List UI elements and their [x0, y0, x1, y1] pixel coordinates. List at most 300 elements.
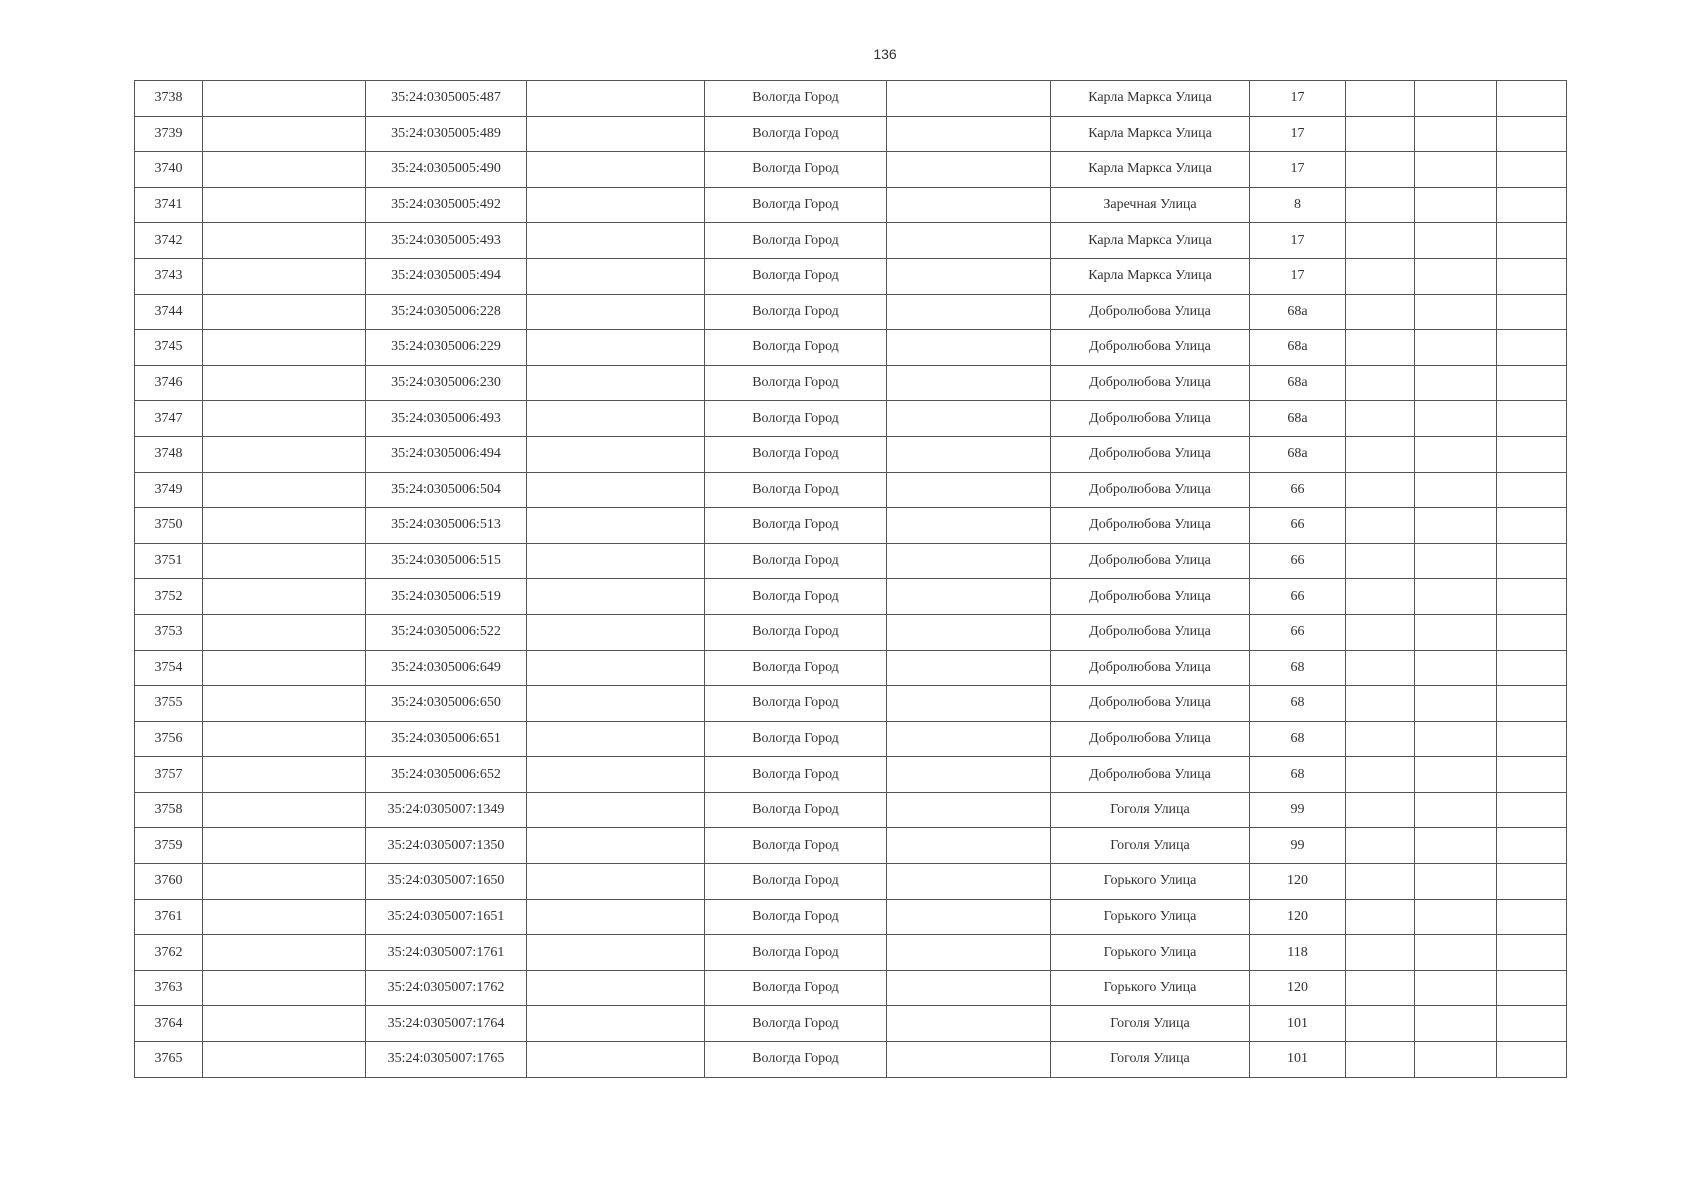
blank-cell-4 — [1346, 81, 1415, 117]
house-number-cell: 66 — [1250, 614, 1346, 650]
settlement-cell: Вологда Город — [705, 757, 887, 793]
settlement-cell: Вологда Город — [705, 223, 887, 259]
settlement-cell: Вологда Город — [705, 1006, 887, 1042]
blank-cell-5 — [1415, 365, 1497, 401]
blank-cell-4 — [1346, 152, 1415, 188]
house-number-cell: 99 — [1250, 792, 1346, 828]
blank-cell-1 — [203, 614, 366, 650]
row-number-cell: 3740 — [135, 152, 203, 188]
blank-cell-5 — [1415, 864, 1497, 900]
blank-cell-4 — [1346, 721, 1415, 757]
blank-cell-3 — [887, 970, 1051, 1006]
blank-cell-5 — [1415, 614, 1497, 650]
settlement-cell: Вологда Город — [705, 899, 887, 935]
blank-cell-5 — [1415, 543, 1497, 579]
table-row — [135, 721, 1567, 757]
blank-cell-1 — [203, 721, 366, 757]
table-row — [135, 935, 1567, 971]
blank-cell-5 — [1415, 1006, 1497, 1042]
blank-cell-6 — [1497, 187, 1567, 223]
blank-cell-3 — [887, 935, 1051, 971]
table-row — [135, 436, 1567, 472]
blank-cell-6 — [1497, 864, 1567, 900]
street-cell: Добролюбова Улица — [1051, 614, 1250, 650]
house-number-cell: 8 — [1250, 187, 1346, 223]
blank-cell-5 — [1415, 579, 1497, 615]
row-number-cell: 3743 — [135, 258, 203, 294]
street-cell: Гоголя Улица — [1051, 792, 1250, 828]
cadastral-number-cell: 35:24:0305006:649 — [366, 650, 527, 686]
row-number-cell: 3764 — [135, 1006, 203, 1042]
cadastral-number-cell: 35:24:0305006:494 — [366, 436, 527, 472]
street-cell: Добролюбова Улица — [1051, 401, 1250, 437]
blank-cell-5 — [1415, 81, 1497, 117]
blank-cell-2 — [527, 436, 705, 472]
blank-cell-6 — [1497, 970, 1567, 1006]
blank-cell-3 — [887, 650, 1051, 686]
blank-cell-1 — [203, 81, 366, 117]
table-row — [135, 365, 1567, 401]
blank-cell-6 — [1497, 472, 1567, 508]
house-number-cell: 68а — [1250, 436, 1346, 472]
blank-cell-2 — [527, 294, 705, 330]
cadastral-number-cell: 35:24:0305007:1651 — [366, 899, 527, 935]
blank-cell-3 — [887, 330, 1051, 366]
blank-cell-2 — [527, 223, 705, 259]
cadastral-number-cell: 35:24:0305006:522 — [366, 614, 527, 650]
street-cell: Добролюбова Улица — [1051, 757, 1250, 793]
house-number-cell: 68 — [1250, 686, 1346, 722]
blank-cell-2 — [527, 116, 705, 152]
blank-cell-1 — [203, 401, 366, 437]
cadastral-number-cell: 35:24:0305006:493 — [366, 401, 527, 437]
blank-cell-1 — [203, 579, 366, 615]
blank-cell-3 — [887, 401, 1051, 437]
blank-cell-2 — [527, 401, 705, 437]
blank-cell-3 — [887, 223, 1051, 259]
blank-cell-3 — [887, 472, 1051, 508]
blank-cell-3 — [887, 81, 1051, 117]
blank-cell-3 — [887, 757, 1051, 793]
blank-cell-6 — [1497, 81, 1567, 117]
row-number-cell: 3751 — [135, 543, 203, 579]
cadastral-number-cell: 35:24:0305007:1650 — [366, 864, 527, 900]
blank-cell-4 — [1346, 187, 1415, 223]
blank-cell-1 — [203, 757, 366, 793]
blank-cell-4 — [1346, 579, 1415, 615]
blank-cell-5 — [1415, 1042, 1497, 1078]
table-row — [135, 614, 1567, 650]
cadastral-number-cell: 35:24:0305005:492 — [366, 187, 527, 223]
row-number-cell: 3745 — [135, 330, 203, 366]
blank-cell-1 — [203, 864, 366, 900]
house-number-cell: 120 — [1250, 899, 1346, 935]
blank-cell-5 — [1415, 757, 1497, 793]
house-number-cell: 68а — [1250, 401, 1346, 437]
blank-cell-2 — [527, 721, 705, 757]
row-number-cell: 3762 — [135, 935, 203, 971]
blank-cell-4 — [1346, 650, 1415, 686]
blank-cell-2 — [527, 792, 705, 828]
cadastral-number-cell: 35:24:0305006:504 — [366, 472, 527, 508]
blank-cell-6 — [1497, 686, 1567, 722]
blank-cell-1 — [203, 116, 366, 152]
street-cell: Добролюбова Улица — [1051, 686, 1250, 722]
settlement-cell: Вологда Город — [705, 116, 887, 152]
house-number-cell: 68а — [1250, 330, 1346, 366]
settlement-cell: Вологда Город — [705, 436, 887, 472]
row-number-cell: 3749 — [135, 472, 203, 508]
settlement-cell: Вологда Город — [705, 650, 887, 686]
blank-cell-1 — [203, 1042, 366, 1078]
blank-cell-3 — [887, 686, 1051, 722]
settlement-cell: Вологда Город — [705, 472, 887, 508]
house-number-cell: 101 — [1250, 1006, 1346, 1042]
blank-cell-3 — [887, 864, 1051, 900]
blank-cell-5 — [1415, 792, 1497, 828]
cadastral-number-cell: 35:24:0305006:229 — [366, 330, 527, 366]
blank-cell-3 — [887, 508, 1051, 544]
blank-cell-2 — [527, 614, 705, 650]
row-number-cell: 3763 — [135, 970, 203, 1006]
blank-cell-3 — [887, 721, 1051, 757]
street-cell: Добролюбова Улица — [1051, 721, 1250, 757]
blank-cell-1 — [203, 472, 366, 508]
settlement-cell: Вологда Город — [705, 543, 887, 579]
blank-cell-4 — [1346, 508, 1415, 544]
blank-cell-2 — [527, 258, 705, 294]
row-number-cell: 3759 — [135, 828, 203, 864]
house-number-cell: 120 — [1250, 864, 1346, 900]
blank-cell-1 — [203, 508, 366, 544]
street-cell: Карла Маркса Улица — [1051, 258, 1250, 294]
blank-cell-3 — [887, 828, 1051, 864]
blank-cell-1 — [203, 828, 366, 864]
registry-table — [134, 80, 1567, 1078]
blank-cell-3 — [887, 543, 1051, 579]
blank-cell-6 — [1497, 828, 1567, 864]
blank-cell-4 — [1346, 864, 1415, 900]
blank-cell-6 — [1497, 330, 1567, 366]
blank-cell-6 — [1497, 116, 1567, 152]
blank-cell-2 — [527, 650, 705, 686]
blank-cell-5 — [1415, 258, 1497, 294]
blank-cell-5 — [1415, 330, 1497, 366]
blank-cell-4 — [1346, 935, 1415, 971]
blank-cell-4 — [1346, 365, 1415, 401]
blank-cell-5 — [1415, 828, 1497, 864]
street-cell: Карла Маркса Улица — [1051, 81, 1250, 117]
cadastral-number-cell: 35:24:0305005:493 — [366, 223, 527, 259]
settlement-cell: Вологда Город — [705, 258, 887, 294]
blank-cell-5 — [1415, 187, 1497, 223]
house-number-cell: 120 — [1250, 970, 1346, 1006]
blank-cell-1 — [203, 436, 366, 472]
blank-cell-2 — [527, 187, 705, 223]
settlement-cell: Вологда Город — [705, 970, 887, 1006]
blank-cell-3 — [887, 899, 1051, 935]
street-cell: Карла Маркса Улица — [1051, 116, 1250, 152]
table-row — [135, 258, 1567, 294]
house-number-cell: 68 — [1250, 757, 1346, 793]
house-number-cell: 68а — [1250, 365, 1346, 401]
blank-cell-4 — [1346, 792, 1415, 828]
blank-cell-3 — [887, 294, 1051, 330]
cadastral-number-cell: 35:24:0305006:230 — [366, 365, 527, 401]
house-number-cell: 17 — [1250, 223, 1346, 259]
settlement-cell: Вологда Город — [705, 401, 887, 437]
settlement-cell: Вологда Город — [705, 81, 887, 117]
blank-cell-5 — [1415, 294, 1497, 330]
blank-cell-5 — [1415, 508, 1497, 544]
blank-cell-6 — [1497, 1042, 1567, 1078]
table-row — [135, 899, 1567, 935]
blank-cell-2 — [527, 81, 705, 117]
blank-cell-3 — [887, 258, 1051, 294]
blank-cell-3 — [887, 579, 1051, 615]
cadastral-number-cell: 35:24:0305005:487 — [366, 81, 527, 117]
street-cell: Добролюбова Улица — [1051, 650, 1250, 686]
cadastral-number-cell: 35:24:0305005:490 — [366, 152, 527, 188]
table-row — [135, 828, 1567, 864]
row-number-cell: 3758 — [135, 792, 203, 828]
cadastral-number-cell: 35:24:0305006:515 — [366, 543, 527, 579]
table-row — [135, 330, 1567, 366]
settlement-cell: Вологда Город — [705, 614, 887, 650]
blank-cell-1 — [203, 365, 366, 401]
blank-cell-2 — [527, 543, 705, 579]
blank-cell-6 — [1497, 543, 1567, 579]
blank-cell-5 — [1415, 152, 1497, 188]
street-cell: Гоголя Улица — [1051, 828, 1250, 864]
blank-cell-4 — [1346, 1042, 1415, 1078]
blank-cell-6 — [1497, 579, 1567, 615]
blank-cell-6 — [1497, 757, 1567, 793]
blank-cell-2 — [527, 864, 705, 900]
blank-cell-5 — [1415, 686, 1497, 722]
registry-body — [135, 81, 1567, 1078]
blank-cell-3 — [887, 152, 1051, 188]
row-number-cell: 3739 — [135, 116, 203, 152]
blank-cell-6 — [1497, 899, 1567, 935]
blank-cell-2 — [527, 508, 705, 544]
page-number: 136 — [873, 46, 897, 62]
blank-cell-5 — [1415, 472, 1497, 508]
blank-cell-5 — [1415, 401, 1497, 437]
street-cell: Добролюбова Улица — [1051, 579, 1250, 615]
cadastral-number-cell: 35:24:0305006:513 — [366, 508, 527, 544]
table-row — [135, 508, 1567, 544]
cadastral-number-cell: 35:24:0305006:228 — [366, 294, 527, 330]
settlement-cell: Вологда Город — [705, 1042, 887, 1078]
blank-cell-5 — [1415, 935, 1497, 971]
blank-cell-3 — [887, 116, 1051, 152]
cadastral-number-cell: 35:24:0305006:519 — [366, 579, 527, 615]
blank-cell-2 — [527, 579, 705, 615]
street-cell: Горького Улица — [1051, 864, 1250, 900]
street-cell: Добролюбова Улица — [1051, 330, 1250, 366]
blank-cell-6 — [1497, 152, 1567, 188]
house-number-cell: 101 — [1250, 1042, 1346, 1078]
blank-cell-2 — [527, 330, 705, 366]
settlement-cell: Вологда Город — [705, 686, 887, 722]
blank-cell-2 — [527, 899, 705, 935]
settlement-cell: Вологда Город — [705, 864, 887, 900]
blank-cell-3 — [887, 187, 1051, 223]
house-number-cell: 118 — [1250, 935, 1346, 971]
street-cell: Добролюбова Улица — [1051, 543, 1250, 579]
blank-cell-1 — [203, 1006, 366, 1042]
blank-cell-1 — [203, 258, 366, 294]
blank-cell-3 — [887, 1006, 1051, 1042]
blank-cell-4 — [1346, 828, 1415, 864]
table-row — [135, 223, 1567, 259]
table-row — [135, 294, 1567, 330]
table-row — [135, 543, 1567, 579]
blank-cell-1 — [203, 294, 366, 330]
settlement-cell: Вологда Город — [705, 828, 887, 864]
blank-cell-2 — [527, 472, 705, 508]
house-number-cell: 66 — [1250, 543, 1346, 579]
table-row — [135, 650, 1567, 686]
blank-cell-6 — [1497, 614, 1567, 650]
blank-cell-6 — [1497, 365, 1567, 401]
blank-cell-2 — [527, 970, 705, 1006]
street-cell: Горького Улица — [1051, 899, 1250, 935]
blank-cell-4 — [1346, 757, 1415, 793]
house-number-cell: 17 — [1250, 152, 1346, 188]
settlement-cell: Вологда Город — [705, 152, 887, 188]
blank-cell-6 — [1497, 935, 1567, 971]
settlement-cell: Вологда Город — [705, 187, 887, 223]
house-number-cell: 17 — [1250, 81, 1346, 117]
blank-cell-4 — [1346, 472, 1415, 508]
cadastral-number-cell: 35:24:0305007:1350 — [366, 828, 527, 864]
row-number-cell: 3765 — [135, 1042, 203, 1078]
table-row — [135, 401, 1567, 437]
cadastral-number-cell: 35:24:0305006:652 — [366, 757, 527, 793]
table-row — [135, 864, 1567, 900]
row-number-cell: 3741 — [135, 187, 203, 223]
blank-cell-4 — [1346, 614, 1415, 650]
blank-cell-3 — [887, 1042, 1051, 1078]
row-number-cell: 3747 — [135, 401, 203, 437]
row-number-cell: 3753 — [135, 614, 203, 650]
cadastral-number-cell: 35:24:0305007:1765 — [366, 1042, 527, 1078]
blank-cell-2 — [527, 757, 705, 793]
street-cell: Гоголя Улица — [1051, 1006, 1250, 1042]
blank-cell-2 — [527, 152, 705, 188]
blank-cell-3 — [887, 436, 1051, 472]
blank-cell-4 — [1346, 899, 1415, 935]
house-number-cell: 66 — [1250, 472, 1346, 508]
cadastral-number-cell: 35:24:0305007:1761 — [366, 935, 527, 971]
table-row — [135, 187, 1567, 223]
row-number-cell: 3752 — [135, 579, 203, 615]
street-cell: Добролюбова Улица — [1051, 436, 1250, 472]
row-number-cell: 3761 — [135, 899, 203, 935]
blank-cell-5 — [1415, 223, 1497, 259]
cadastral-number-cell: 35:24:0305006:651 — [366, 721, 527, 757]
blank-cell-6 — [1497, 1006, 1567, 1042]
blank-cell-5 — [1415, 970, 1497, 1006]
blank-cell-6 — [1497, 436, 1567, 472]
blank-cell-3 — [887, 365, 1051, 401]
blank-cell-2 — [527, 1042, 705, 1078]
blank-cell-1 — [203, 187, 366, 223]
blank-cell-5 — [1415, 436, 1497, 472]
blank-cell-2 — [527, 828, 705, 864]
cadastral-number-cell: 35:24:0305007:1762 — [366, 970, 527, 1006]
row-number-cell: 3760 — [135, 864, 203, 900]
street-cell: Карла Маркса Улица — [1051, 152, 1250, 188]
table-row — [135, 1006, 1567, 1042]
cadastral-number-cell: 35:24:0305006:650 — [366, 686, 527, 722]
table-row — [135, 792, 1567, 828]
blank-cell-4 — [1346, 294, 1415, 330]
settlement-cell: Вологда Город — [705, 935, 887, 971]
blank-cell-4 — [1346, 543, 1415, 579]
blank-cell-1 — [203, 970, 366, 1006]
street-cell: Добролюбова Улица — [1051, 472, 1250, 508]
table-row — [135, 152, 1567, 188]
settlement-cell: Вологда Город — [705, 792, 887, 828]
blank-cell-6 — [1497, 650, 1567, 686]
blank-cell-4 — [1346, 330, 1415, 366]
blank-cell-1 — [203, 935, 366, 971]
blank-cell-4 — [1346, 686, 1415, 722]
cadastral-number-cell: 35:24:0305007:1349 — [366, 792, 527, 828]
table-row — [135, 970, 1567, 1006]
cadastral-number-cell: 35:24:0305005:489 — [366, 116, 527, 152]
blank-cell-5 — [1415, 116, 1497, 152]
row-number-cell: 3738 — [135, 81, 203, 117]
blank-cell-6 — [1497, 223, 1567, 259]
house-number-cell: 66 — [1250, 579, 1346, 615]
blank-cell-2 — [527, 365, 705, 401]
blank-cell-2 — [527, 935, 705, 971]
settlement-cell: Вологда Город — [705, 721, 887, 757]
blank-cell-1 — [203, 899, 366, 935]
blank-cell-4 — [1346, 1006, 1415, 1042]
blank-cell-6 — [1497, 294, 1567, 330]
row-number-cell: 3757 — [135, 757, 203, 793]
row-number-cell: 3756 — [135, 721, 203, 757]
blank-cell-3 — [887, 614, 1051, 650]
blank-cell-5 — [1415, 650, 1497, 686]
blank-cell-1 — [203, 650, 366, 686]
blank-cell-1 — [203, 792, 366, 828]
table-row — [135, 686, 1567, 722]
row-number-cell: 3748 — [135, 436, 203, 472]
street-cell: Добролюбова Улица — [1051, 508, 1250, 544]
house-number-cell: 17 — [1250, 258, 1346, 294]
blank-cell-1 — [203, 152, 366, 188]
street-cell: Горького Улица — [1051, 935, 1250, 971]
settlement-cell: Вологда Город — [705, 365, 887, 401]
settlement-cell: Вологда Город — [705, 508, 887, 544]
blank-cell-2 — [527, 686, 705, 722]
table-row — [135, 116, 1567, 152]
blank-cell-5 — [1415, 721, 1497, 757]
house-number-cell: 68а — [1250, 294, 1346, 330]
table-row — [135, 757, 1567, 793]
table-row — [135, 1042, 1567, 1078]
house-number-cell: 99 — [1250, 828, 1346, 864]
blank-cell-4 — [1346, 116, 1415, 152]
blank-cell-1 — [203, 543, 366, 579]
table-row — [135, 579, 1567, 615]
